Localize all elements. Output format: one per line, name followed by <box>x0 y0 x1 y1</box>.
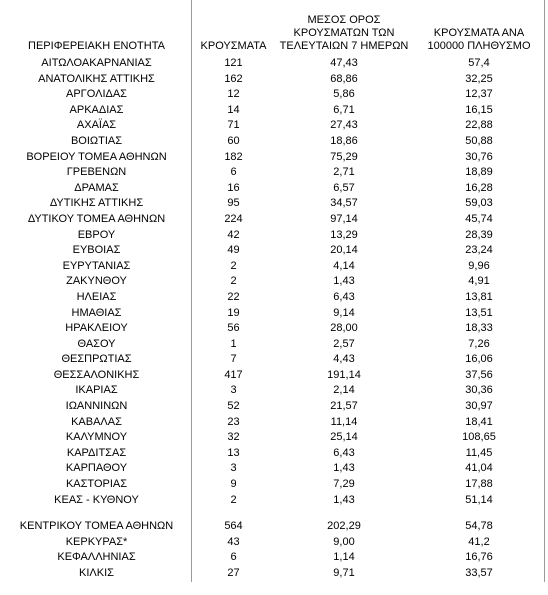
cell-per-100k: 11,45 <box>465 446 493 459</box>
cell-per-100k: 4,91 <box>468 275 490 288</box>
cell-region: ΕΥΒΟΙΑΣ <box>72 244 121 257</box>
cell-cases: 162 <box>224 72 243 85</box>
cell-per-100k: 16,76 <box>465 551 493 564</box>
table-row <box>4 461 545 477</box>
cell-cases: 32 <box>227 431 240 444</box>
cell-cases: 52 <box>227 400 240 413</box>
cell-cases: 16 <box>227 181 240 194</box>
cell-per-100k: 32,25 <box>465 72 493 85</box>
cell-region: ΒΟΡΕΙΟΥ ΤΟΜΕΑ ΑΘΗΝΩΝ <box>26 150 167 163</box>
cell-per-100k: 57,4 <box>468 57 490 69</box>
cell-region: ΚΑΡΠΑΘΟΥ <box>65 462 128 475</box>
cell-region: ΓΡΕΒΕΝΩΝ <box>66 166 127 179</box>
cell-7day-average: 1,43 <box>333 275 355 288</box>
cell-per-100k: 12,37 <box>465 88 493 101</box>
cell-per-100k: 18,41 <box>465 415 493 428</box>
cell-region: ΗΜΑΘΙΑΣ <box>71 306 122 319</box>
cell-region: ΘΑΣΟΥ <box>77 337 116 350</box>
cell-region: ΚΑΛΥΜΝΟΥ <box>65 431 128 444</box>
cell-per-100k: 13,81 <box>465 290 493 303</box>
cell-7day-average: 1,14 <box>333 551 355 564</box>
table-row <box>4 415 545 431</box>
cell-7day-average: 5,86 <box>333 88 355 101</box>
cell-region: ΕΥΡΥΤΑΝΙΑΣ <box>62 259 131 272</box>
cell-cases: 56 <box>227 322 240 335</box>
table-row <box>4 228 545 244</box>
cell-cases: 13 <box>227 446 240 459</box>
cell-region: ΙΩΑΝΝΙΝΩΝ <box>65 400 128 413</box>
table-row <box>4 519 545 535</box>
table-row <box>4 306 545 322</box>
cell-per-100k: 23,24 <box>465 244 493 257</box>
table-row <box>4 72 545 88</box>
table-row <box>4 337 545 353</box>
cell-cases: 2 <box>230 275 237 288</box>
table-body-group-2 <box>4 519 545 581</box>
table-row <box>4 196 545 212</box>
cell-region: ΚΕΡΚΥΡΑΣ* <box>65 535 128 548</box>
cell-region: ΒΟΙΩΤΙΑΣ <box>70 134 123 147</box>
table-row <box>4 212 545 228</box>
cell-cases: 7 <box>230 353 237 366</box>
table-row <box>4 259 545 275</box>
cell-per-100k: 16,28 <box>465 181 493 194</box>
table-row <box>4 165 545 181</box>
table-row <box>4 181 545 197</box>
cell-per-100k: 30,76 <box>465 150 493 163</box>
cell-region: ΖΑΚΥΝΘΟΥ <box>66 275 127 288</box>
cell-region: ΗΡΑΚΛΕΙΟΥ <box>65 322 128 335</box>
table-row <box>4 150 545 166</box>
cell-per-100k: 45,74 <box>465 212 493 225</box>
cell-cases: 23 <box>227 415 240 428</box>
cell-cases: 60 <box>227 134 240 147</box>
cell-region: ΑΝΑΤΟΛΙΚΗΣ ΑΤΤΙΚΗΣ <box>38 72 155 85</box>
cell-7day-average: 2,71 <box>333 166 355 179</box>
cell-per-100k: 30,36 <box>465 384 493 397</box>
cell-per-100k: 50,88 <box>465 134 493 147</box>
cell-per-100k: 51,14 <box>465 493 493 506</box>
table-body-group-1 <box>4 56 545 508</box>
table-row <box>4 87 545 103</box>
cell-per-100k: 41,04 <box>465 462 493 475</box>
cell-cases: 6 <box>230 551 237 564</box>
table-row <box>4 274 545 290</box>
header-region: ΠΕΡΙΦΕΡΕΙΑΚΗ ΕΝΟΤΗΤΑ <box>28 40 165 52</box>
cell-7day-average: 27,43 <box>330 119 358 132</box>
cell-7day-average: 2,57 <box>333 337 355 350</box>
cell-cases: 564 <box>224 520 243 533</box>
cell-7day-average: 11,14 <box>330 415 358 428</box>
cell-cases: 2 <box>230 259 237 272</box>
table-row <box>4 399 545 415</box>
cell-region: ΚΕΦΑΛΛΗΝΙΑΣ <box>57 551 136 564</box>
table-row <box>4 550 545 566</box>
cell-cases: 27 <box>227 567 240 579</box>
cell-7day-average: 1,43 <box>333 493 355 506</box>
cell-per-100k: 17,88 <box>465 478 493 491</box>
cell-per-100k: 16,15 <box>465 103 493 116</box>
cell-7day-average: 2,14 <box>333 384 355 397</box>
table-row <box>4 446 545 462</box>
cell-per-100k: 41,2 <box>468 535 490 548</box>
cell-cases: 42 <box>227 228 240 241</box>
cell-cases: 49 <box>227 244 240 257</box>
table-row <box>4 56 545 72</box>
header-cases-per-100k: ΚΡΟΥΣΜΑΤΑ ΑΝΑ 100000 ΠΛΗΘΥΣΜΟ <box>427 27 531 52</box>
cell-cases: 6 <box>230 166 237 179</box>
cell-region: ΔΥΤΙΚΟΥ ΤΟΜΕΑ ΑΘΗΝΩΝ <box>27 212 166 225</box>
cell-7day-average: 6,43 <box>333 290 355 303</box>
cell-per-100k: 9,96 <box>468 259 490 272</box>
cell-per-100k: 33,57 <box>465 567 493 579</box>
cell-7day-average: 25,14 <box>330 431 358 444</box>
cell-cases: 224 <box>224 212 243 225</box>
cell-per-100k: 37,56 <box>465 368 493 381</box>
cell-7day-average: 9,00 <box>333 535 355 548</box>
cell-7day-average: 6,57 <box>333 181 355 194</box>
cell-cases: 43 <box>227 535 240 548</box>
cell-7day-average: 4,14 <box>333 259 355 272</box>
cell-cases: 417 <box>224 368 243 381</box>
cell-per-100k: 13,51 <box>465 306 493 319</box>
cell-per-100k: 22,88 <box>465 119 493 132</box>
header-cases: ΚΡΟΥΣΜΑΤΑ <box>200 40 267 52</box>
cell-7day-average: 21,57 <box>330 400 358 413</box>
cell-7day-average: 28,00 <box>330 322 358 335</box>
cell-region: ΚΕΝΤΡΙΚΟΥ ΤΟΜΕΑ ΑΘΗΝΩΝ <box>19 520 174 533</box>
cell-per-100k: 108,65 <box>462 431 496 444</box>
cell-region: ΑΙΤΩΛΟΑΚΑΡΝΑΝΙΑΣ <box>41 57 152 69</box>
cell-region: ΗΛΕΙΑΣ <box>76 290 117 303</box>
cell-7day-average: 18,86 <box>330 134 358 147</box>
cell-cases: 1 <box>230 337 237 350</box>
cell-cases: 95 <box>227 197 240 210</box>
cell-per-100k: 54,78 <box>465 520 493 533</box>
table-row <box>4 290 545 306</box>
cell-7day-average: 97,14 <box>330 212 358 225</box>
cell-cases: 14 <box>227 103 240 116</box>
cell-cases: 71 <box>227 119 240 132</box>
cell-cases: 9 <box>230 478 237 491</box>
cell-region: ΚΕΑΣ - ΚΥΘΝΟΥ <box>54 493 139 506</box>
cell-region: ΙΚΑΡΙΑΣ <box>75 384 118 397</box>
cell-per-100k: 59,03 <box>465 197 493 210</box>
table-row <box>4 103 545 119</box>
table-row <box>4 118 545 134</box>
cell-cases: 3 <box>230 462 237 475</box>
cell-region: ΔΡΑΜΑΣ <box>74 181 119 194</box>
cell-7day-average: 191,14 <box>327 368 361 381</box>
cell-7day-average: 7,29 <box>333 478 355 491</box>
cell-7day-average: 47,43 <box>330 57 358 69</box>
cell-7day-average: 1,43 <box>333 462 355 475</box>
table-row <box>4 493 545 509</box>
cell-cases: 22 <box>227 290 240 303</box>
table-row <box>4 430 545 446</box>
cell-per-100k: 16,06 <box>465 353 493 366</box>
table-row <box>4 352 545 368</box>
cell-cases: 19 <box>227 306 240 319</box>
cell-cases: 121 <box>224 57 243 69</box>
cell-7day-average: 6,43 <box>333 446 355 459</box>
cell-cases: 12 <box>227 88 240 101</box>
cell-per-100k: 18,33 <box>465 322 493 335</box>
table-row <box>4 566 545 582</box>
row-gap <box>4 508 545 519</box>
cell-region: ΕΒΡΟΥ <box>77 228 116 241</box>
cell-cases: 3 <box>230 384 237 397</box>
cell-7day-average: 4,43 <box>333 353 355 366</box>
cell-7day-average: 34,57 <box>330 197 358 210</box>
cell-region: ΑΡΓΟΛΙΔΑΣ <box>66 88 127 101</box>
cell-7day-average: 13,29 <box>330 228 358 241</box>
cell-cases: 2 <box>230 493 237 506</box>
table-row <box>4 383 545 399</box>
cell-7day-average: 9,14 <box>333 306 355 319</box>
cell-region: ΑΡΚΑΔΙΑΣ <box>69 103 124 116</box>
cell-per-100k: 30,97 <box>465 400 493 413</box>
cell-per-100k: 18,89 <box>465 166 493 179</box>
cell-per-100k: 28,39 <box>465 228 493 241</box>
cell-region: ΚΙΛΚΙΣ <box>79 567 114 579</box>
cell-7day-average: 75,29 <box>330 150 358 163</box>
cell-region: ΚΑΣΤΟΡΙΑΣ <box>65 478 128 491</box>
cell-region: ΘΕΣΠΡΩΤΙΑΣ <box>61 353 132 366</box>
table-row <box>4 477 545 493</box>
table-header <box>4 0 545 56</box>
cell-per-100k: 7,26 <box>468 337 490 350</box>
table-row <box>4 321 545 337</box>
cell-7day-average: 9,71 <box>333 567 355 579</box>
cell-region: ΔΥΤΙΚΗΣ ΑΤΤΙΚΗΣ <box>49 197 144 210</box>
cell-7day-average: 6,71 <box>333 103 355 116</box>
cell-region: ΘΕΣΣΑΛΟΝΙΚΗΣ <box>53 368 140 381</box>
table-row <box>4 368 545 384</box>
cell-region: ΚΑΡΔΙΤΣΑΣ <box>66 446 127 459</box>
table-row <box>4 243 545 259</box>
cell-7day-average: 202,29 <box>327 520 361 533</box>
cell-region: ΑΧΑΪΑΣ <box>76 119 117 132</box>
table-row <box>4 535 545 551</box>
data-sheet <box>4 0 545 582</box>
cell-region: ΚΑΒΑΛΑΣ <box>71 415 122 428</box>
header-7day-average: ΜΕΣΟΣ ΟΡΟΣ ΚΡΟΥΣΜΑΤΩΝ ΤΩΝ ΤΕΛΕΥΤΑΙΩΝ 7 ΗΜΕΡΩΝ <box>279 14 409 52</box>
cell-7day-average: 68,86 <box>330 72 358 85</box>
table-row <box>4 134 545 150</box>
cell-cases: 182 <box>224 150 243 163</box>
cell-7day-average: 20,14 <box>330 244 358 257</box>
